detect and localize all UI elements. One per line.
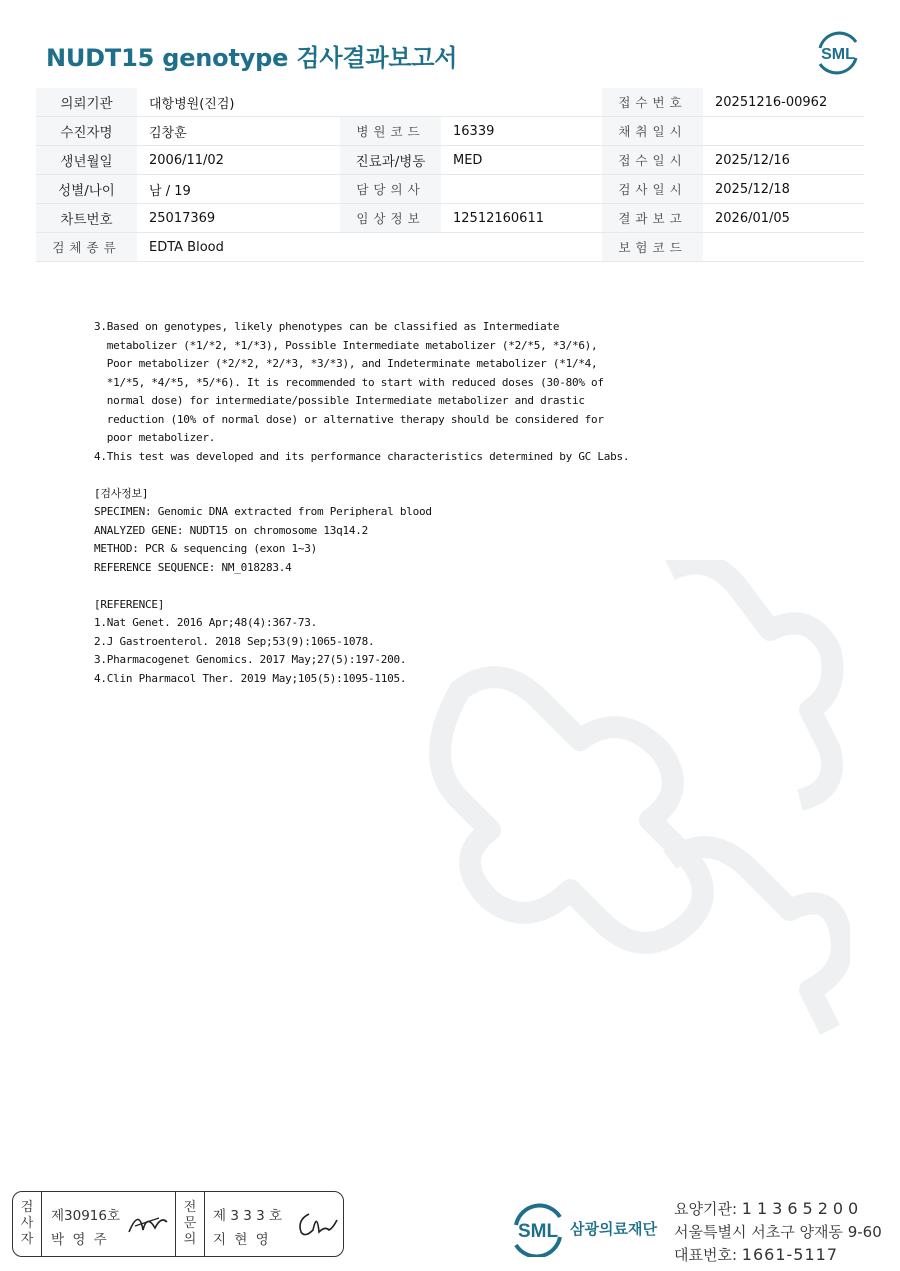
report-line: ANALYZED GENE: NUDT15 on chromosome 13q14.2 [94,523,369,537]
specialist-label: 전 문 의 [183,1200,197,1247]
institution-code-value: 11365200 [741,1199,864,1218]
phone-label: 대표번호: [674,1246,738,1264]
info-label: 검사일시 [602,175,703,204]
info-value: 20251216-00962 [703,88,864,117]
institution-code [674,1198,863,1219]
info-value [703,117,864,146]
report-line: 1.Nat Genet. 2016 Apr;48(4):367-73. [94,616,318,629]
info-label: 채취일시 [602,117,703,146]
report-line: 4.This test was developed and its performance characteristics determined by GC Labs. [94,449,630,463]
info-label: 보험코드 [602,233,703,262]
report-line: normal dose) for intermediate/possible Intermediate metabolizer and drastic [94,394,585,407]
info-label [340,233,441,262]
report-line: Poor metabolizer (*2/*2, *2/*3, *3/*3), and Indeterminate metabolizer (*1/*4, [94,357,598,370]
info-value [441,88,602,117]
info-label: 접수일시 [602,146,703,175]
report-line: METHOD: PCR & sequencing (exon 1~3) [94,542,318,555]
report-line: 3.Pharmacogenet Genomics. 2017 May;27(5):197-200. [94,653,407,666]
examiner-label-cell [13,1192,42,1256]
patient-info-table [36,88,864,262]
report-line: *1/*5, *4/*5, *5/*6). It is recommended to start with reduced doses (30-80% of [94,375,604,389]
info-label: 생년월일 [36,146,137,175]
sml-logo [812,28,864,76]
info-row [36,146,864,175]
report-line: [REFERENCE] [94,597,165,611]
report-line: SPECIMEN: Genomic DNA extracted from Peripheral blood [94,505,432,518]
info-value: 김창훈 [137,117,340,146]
info-value [441,175,602,204]
specialist-label-cell [175,1192,205,1256]
info-label: 접수번호 [602,88,703,117]
info-value: 12512160611 [441,204,602,233]
svg-text:SML: SML [517,1221,559,1242]
info-label: 의뢰기관 [36,88,137,117]
page-title: NUDT15 genotype 검사결과보고서 [46,44,458,72]
info-value: 남 / 19 [137,175,340,204]
info-value: MED [441,146,602,175]
info-label: 병원코드 [340,117,441,146]
svg-text:SML: SML [821,46,855,63]
phone [674,1244,838,1265]
signature-box [12,1191,344,1257]
report-line: poor metabolizer. [94,431,216,444]
examiner-license: 제30916호 [51,1208,121,1224]
info-label: 진료과/병동 [340,146,441,175]
info-value: 2006/11/02 [137,146,340,175]
info-value: 대항병원(진검) [137,88,340,117]
info-label: 차트번호 [36,204,137,233]
address: 서울특별시 서초구 양재동 9-60 [674,1223,882,1241]
examiner-signature [125,1206,171,1240]
report-line: metabolizer (*1/*2, *1/*3), Possible Intermediate metabolizer (*2/*5, *3/*6), [94,338,598,352]
info-row [36,175,864,204]
report-line [94,466,734,485]
info-label: 검체종류 [36,233,137,262]
report-line: 3.Based on genotypes, likely phenotypes can be classified as Intermediate [94,320,560,333]
foundation-name: 삼광의료재단 [570,1220,657,1238]
report-line: reduction (10% of normal dose) or alternative therapy should be considered for [94,412,604,426]
watermark-cross-icon [370,560,850,1080]
institution-code-label: 요양기관: [674,1200,738,1218]
info-row [36,88,864,117]
examiner-label: 검 사 자 [20,1200,34,1247]
info-value: 25017369 [137,204,340,233]
info-row [36,233,864,262]
specialist-name: 지 현 영 [213,1232,271,1248]
info-label: 결과보고 [602,204,703,233]
phone-value: 1661-5117 [741,1245,839,1264]
info-value: 16339 [441,117,602,146]
info-label: 수진자명 [36,117,137,146]
info-value: EDTA Blood [137,233,340,262]
info-label: 임상정보 [340,204,441,233]
info-value: 2025/12/16 [703,146,864,175]
info-row [36,117,864,146]
info-label: 성별/나이 [36,175,137,204]
report-line: 4.Clin Pharmacol Ther. 2019 May;105(5):1095-1105. [94,671,407,685]
report-line: [검사정보] [94,486,149,500]
specialist-license: 제 3 3 3 호 [213,1208,283,1224]
report-line: REFERENCE SEQUENCE: NM_018283.4 [94,560,292,574]
info-value: 2025/12/18 [703,175,864,204]
footer-sml-logo [510,1199,566,1257]
info-label [340,88,441,117]
info-value [703,233,864,262]
specialist-signature [295,1206,339,1240]
info-value [441,233,602,262]
info-value: 2026/01/05 [703,204,864,233]
report-line: 2.J Gastroenterol. 2018 Sep;53(9):1065-1078. [94,634,375,648]
examiner-name: 박 영 주 [51,1232,109,1248]
info-row [36,204,864,233]
info-label: 담당의사 [340,175,441,204]
